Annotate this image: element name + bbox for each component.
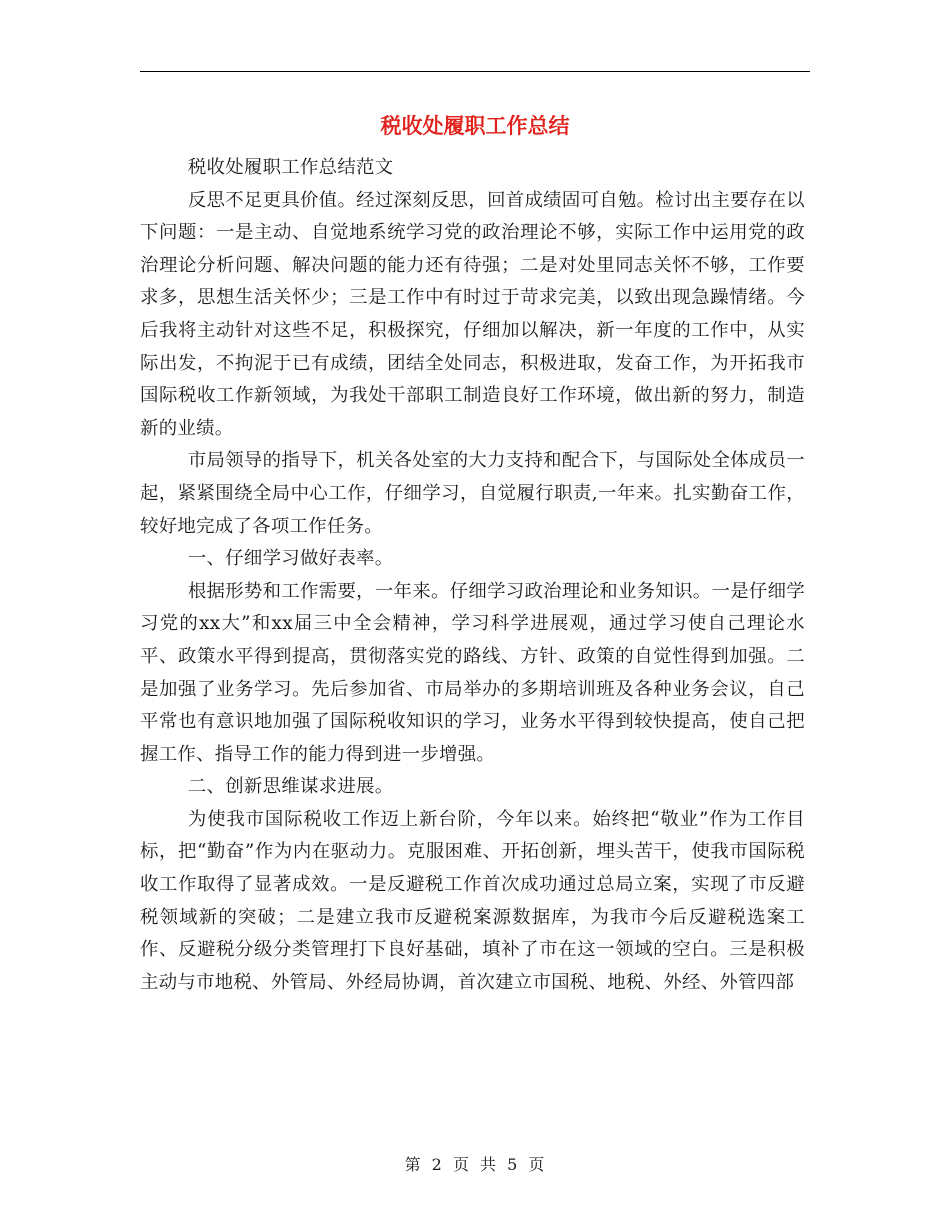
document-body: [140, 152, 805, 999]
body-paragraph: 根据形势和工作需要，一年来。仔细学习政治理论和业务知识。一是仔细学习党的xx大”和xx届三中全会精神，学习科学进展观，通过学习使自己理论水平、政策水平得到提高，贯彻落实党的路线、方针、政策的自觉性得到加强。二是加强了业务学习。先后参加省、市局举办的多期培训班及各种业务会议，自己平常也有意识地加强了国际税收知识的学习，业务水平得到较快提高，使自己把握工作、指导工作的能力得到进一步增强。: [140, 580, 805, 765]
subtitle-paragraph: 税收处履职工作总结范文: [187, 157, 394, 178]
body-paragraph: 为使我市国际税收工作迈上新台阶，今年以来。始终把“敬业”作为工作目标，把“勤奋”作为内在驱动力。克服困难、开拓创新，埋头苦干，使我市国际税收工作取得了显著成效。一是反避税工作首次成功通过总局立案，实现了市反避税领域新的突破；二是建立我市反避税案源数据库，为我市今后反避税选案工作、反避税分级分类管理打下良好基础，填补了市在这一领域的空白。三是积极主动与市地税、外管局、外经局协调，首次建立市国税、地税、外经、外管四部: [140, 808, 805, 993]
body-paragraph: 市局领导的指导下，机关各处室的大力支持和配合下，与国际处全体成员一起，紧紧围绕全局中心工作，仔细学习，自觉履行职责,一年来。扎实勤奋工作，较好地完成了各项工作任务。: [140, 450, 805, 537]
page-number-footer: 第 2 页 共 5 页: [404, 1155, 546, 1174]
document-title: 税收处履职工作总结: [380, 113, 570, 138]
body-paragraph: 反思不足更具价值。经过深刻反思，回首成绩固可自勉。检讨出主要存在以下问题：一是主动、自觉地系统学习党的政治理论不够，实际工作中运用党的政治理论分析问题、解决问题的能力还有待强；二是对处里同志关怀不够，工作要求多，思想生活关怀少；三是工作中有时过于苛求完美，以致出现急躁情绪。今后我将主动针对这些不足，积极探究，仔细加以解决，新一年度的工作中，从实际出发，不拘泥于已有成绩，团结全处同志，积极进取，发奋工作，为开拓我市国际税收工作新领域，为我处干部职工制造良好工作环境，做出新的努力，制造新的业绩。: [140, 189, 805, 439]
section-heading: 一、仔细学习做好表率。: [187, 548, 394, 570]
section-heading: 二、创新思维谋求进展。: [187, 776, 394, 798]
header-rule: [140, 71, 810, 72]
